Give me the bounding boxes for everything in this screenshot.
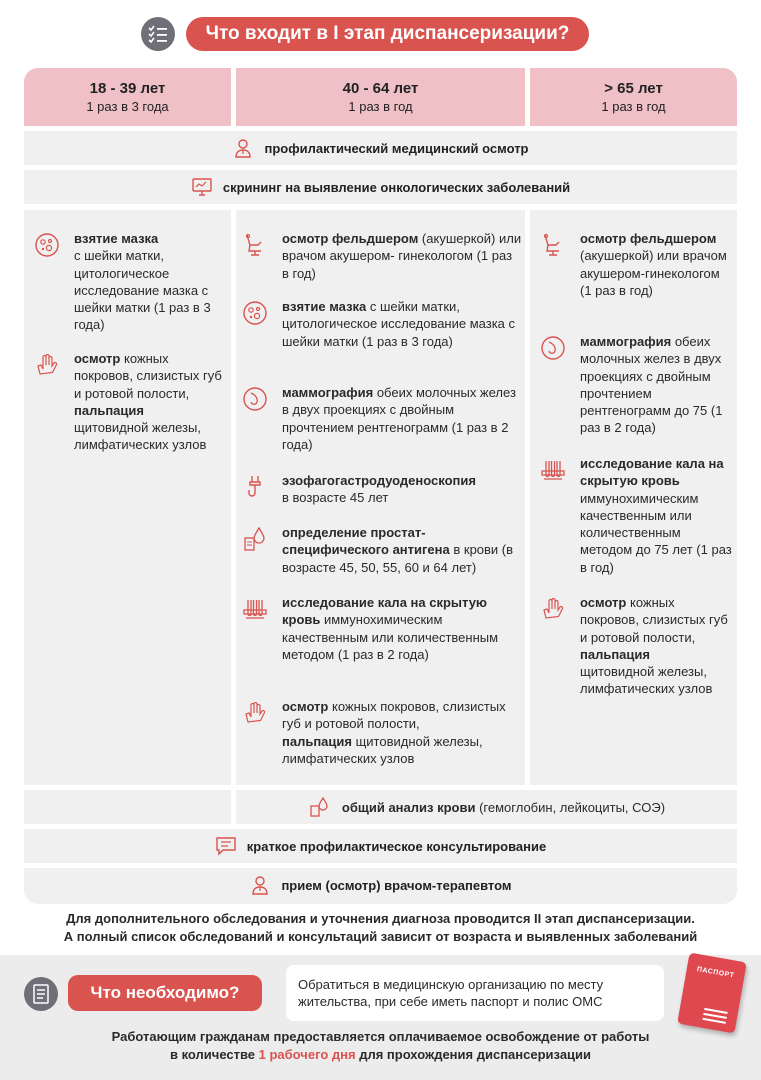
blood-drop-icon	[242, 526, 268, 552]
item-title: пальпация	[282, 733, 352, 749]
item-text: кожных покровов, слизистых губ и ротовой полости,	[282, 699, 506, 732]
monitor-icon	[191, 176, 213, 198]
endoscope-icon	[242, 474, 268, 500]
chat-icon	[215, 835, 237, 857]
item-text: кожных покровов, слизистых губ и ротовой полости,	[74, 351, 222, 401]
row-prophylactic	[24, 131, 737, 165]
item-text: с шейки матки, цитологическое исследование мазка с шейки матки (1 раз в 3 года)	[74, 248, 211, 333]
requirements-title: Что необходимо?	[68, 975, 262, 1011]
document-icon	[24, 977, 58, 1011]
item-text: в возрасте 45 лет	[282, 490, 389, 506]
age-frequency: 1 раз в год	[348, 99, 413, 114]
row-label: общий анализ крови	[341, 799, 476, 815]
list-item	[242, 298, 522, 350]
breast-icon	[540, 335, 566, 361]
list-item	[242, 698, 522, 767]
row-label: прием (осмотр) врачом-терапевтом	[281, 877, 512, 893]
column-divider	[231, 68, 236, 126]
age-range: 40 - 64 лет	[342, 80, 419, 97]
item-title: маммография	[282, 385, 374, 400]
page-header	[0, 0, 761, 70]
item-title: осмотр фельдшером	[580, 231, 717, 246]
row-label: профилактический медицинский осмотр	[264, 140, 529, 156]
item-title: пальпация	[580, 646, 650, 662]
item-title: осмотр	[282, 699, 329, 714]
list-item	[540, 455, 732, 576]
doctor-icon	[249, 874, 271, 896]
item-text: кожных покровов, слизистых губ и ротовой полости,	[580, 595, 728, 645]
row-text: (гемоглобин, лейкоциты, СОЭ)	[475, 799, 666, 815]
paid-leave-note	[0, 1028, 761, 1064]
row-label: краткое профилактическое консультирование	[246, 838, 547, 854]
list-item	[242, 230, 522, 282]
requirements-section	[0, 955, 761, 1080]
list-item	[242, 524, 522, 576]
item-title: пальпация	[74, 402, 144, 418]
item-text: с шейки матки, цитологическое исследование мазка с шейки матки (1 раз в 3 года)	[282, 299, 516, 349]
list-item	[34, 350, 226, 454]
item-title: исследование кала на скрытую кровь	[282, 595, 488, 628]
list-item	[242, 384, 522, 453]
item-text: щитовидной железы, лимфатических узлов	[580, 664, 713, 697]
stage-two-note	[0, 910, 761, 946]
item-text: иммунохимическим качественным или количественным методом до 75 лет (1 раз в год)	[580, 490, 732, 575]
passport-line	[702, 1018, 726, 1024]
age-group-40-64	[236, 68, 525, 126]
item-text: (акушеркой) или врачом акушером- гинекологом (1 раз в год)	[282, 231, 522, 281]
item-text: щитовидной железы, лимфатических узлов	[74, 420, 207, 453]
age-range: > 65 лет	[604, 80, 663, 97]
item-title: осмотр	[74, 351, 121, 366]
column-divider	[231, 210, 236, 790]
item-text: щитовидной железы, лимфатических узлов	[282, 733, 483, 766]
item-title: осмотр	[580, 595, 627, 610]
row-label: скрининг на выявление онкологических заболеваний	[222, 179, 571, 195]
row-blood-test	[236, 790, 737, 824]
age-frequency: 1 раз в 3 года	[86, 99, 169, 114]
breast-icon	[242, 386, 268, 412]
note-text: для прохождения диспансеризации	[355, 1047, 592, 1062]
item-title: исследование кала на скрытую кровь	[580, 456, 724, 489]
test-tubes-icon	[540, 457, 566, 483]
gyn-chair-icon	[540, 232, 566, 258]
column-divider	[525, 210, 530, 790]
list-item	[242, 594, 522, 663]
row-consult	[24, 829, 737, 863]
item-text: (акушеркой) или врачом акушером-гинекологом (1 раз в год)	[580, 248, 727, 298]
hand-icon	[242, 700, 268, 726]
list-item	[540, 594, 732, 698]
item-text: в крови (в возрасте 45, 50, 55, 60 и 64 лет)	[282, 542, 514, 575]
item-title: взятие мазка	[74, 231, 159, 246]
age-group-65-plus	[530, 68, 737, 126]
doctor-icon	[232, 137, 254, 159]
note-text: в количестве	[169, 1047, 259, 1062]
note-line: А полный список обследований и консультаций зависит от возраста и выявленных заболеваний	[63, 929, 698, 944]
note-line: Работающим гражданам предоставляется оплачиваемое освобождение от работы	[111, 1029, 650, 1044]
age-group-18-39	[24, 68, 231, 126]
passport-label: ПАСПОРТ	[696, 966, 735, 980]
item-title: осмотр фельдшером	[282, 231, 419, 246]
row-divider	[24, 204, 737, 210]
item-text: иммунохимическим качественным или количественным методом (1 раз в 2 года)	[282, 612, 499, 662]
blood-test-icon	[308, 796, 330, 818]
passport-icon	[677, 953, 747, 1034]
item-text: обеих молочных желез в двух проекциях с двойным прочтением рентгенограмм (1 раз в 2 года)	[282, 385, 516, 452]
requirements-text: Обратиться в медицинскую организацию по месту жительства, при себе иметь паспорт и полис ОМС	[286, 965, 664, 1021]
item-text: обеих молочных желез в двух проекциях с двойным прочтением рентгенограмм до 75 (1 раз в 2 года)	[580, 334, 723, 436]
column-divider	[525, 68, 530, 126]
cell-icon	[34, 232, 60, 258]
cell-icon	[242, 300, 268, 326]
item-title: взятие мазка	[282, 299, 367, 314]
gyn-chair-icon	[242, 232, 268, 258]
list-item	[242, 472, 522, 507]
checklist-icon	[141, 17, 175, 51]
row-screening	[24, 170, 737, 204]
hand-icon	[34, 352, 60, 378]
row-therapist	[24, 868, 737, 902]
hand-icon	[540, 596, 566, 622]
test-tubes-icon	[242, 596, 268, 622]
stage-table	[24, 68, 737, 904]
item-title: эзофагогастродуоденоскопия	[282, 473, 476, 488]
list-item	[540, 333, 732, 437]
list-item	[34, 230, 226, 334]
item-title: определение простат-специфического антигена	[282, 525, 450, 558]
highlight-days: 1 рабочего дня	[258, 1047, 356, 1062]
page-title: Что входит в I этап диспансеризации?	[186, 17, 589, 51]
note-line: Для дополнительного обследования и уточнения диагноза проводится II этап диспансеризации.	[66, 911, 695, 926]
age-range: 18 - 39 лет	[89, 80, 166, 97]
list-item	[540, 230, 732, 299]
item-title: маммография	[580, 334, 672, 349]
age-frequency: 1 раз в год	[601, 99, 666, 114]
